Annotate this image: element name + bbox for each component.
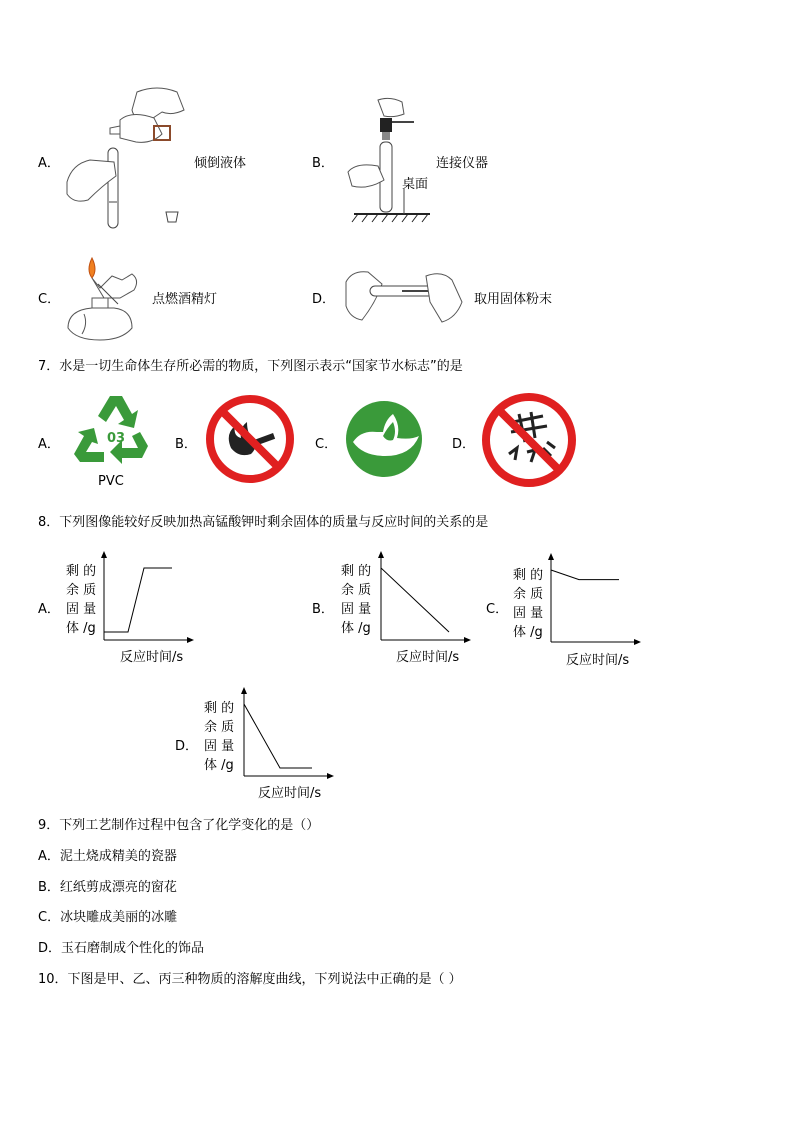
ylabel-line: 固 量	[513, 606, 544, 621]
q7-option-a-letter: A．	[38, 437, 60, 452]
y-axis-arrow	[241, 687, 247, 694]
recycle-pvc-icon	[70, 392, 162, 472]
q8-option-d-letter: D．	[175, 739, 199, 754]
option-letter: A．	[38, 156, 60, 171]
y-axis-arrow	[101, 551, 107, 558]
option-caption: 倾倒液体	[194, 156, 247, 171]
series-line	[104, 568, 172, 632]
q8-option-a-letter: A．	[38, 602, 60, 617]
option-caption: 点燃酒精灯	[152, 292, 218, 307]
taking-solid-powder-illustration	[342, 262, 466, 328]
pvc-label: PVC	[98, 474, 124, 489]
option-letter: D．	[312, 292, 336, 307]
lighting-alcohol-lamp-illustration	[62, 254, 152, 346]
ylabel-line: 余 质	[66, 583, 97, 598]
series-line	[381, 568, 449, 632]
q7-option-b-letter: B．	[175, 437, 197, 452]
question-7-stem: 7．水是一切生命体生存所必需的物质，下列图示表示“国家节水标志”的是	[38, 359, 463, 374]
y-axis-arrow	[548, 553, 554, 560]
ylabel-line: 剩 的	[341, 564, 372, 579]
ylabel-line: 剩 的	[513, 568, 544, 583]
desk-label: 桌面	[402, 177, 429, 192]
option-letter: C．	[38, 292, 61, 307]
question-8-stem: 8．下列图像能较好反映加热高锰酸钾时剩余固体的质量与反应时间的关系的是	[38, 515, 489, 530]
ylabel-line: 固 量	[204, 739, 235, 754]
q9-option-c: C．冰块雕成美丽的冰雕	[38, 910, 178, 925]
chart-b-xlabel: 反应时间/s	[396, 650, 460, 665]
q7-option-c-letter: C．	[315, 437, 338, 452]
q7-option-d-letter: D．	[452, 437, 476, 452]
chart-c-xlabel: 反应时间/s	[566, 653, 630, 668]
question-9-stem: 9．下列工艺制作过程中包含了化学变化的是（）	[38, 818, 320, 833]
q9-option-a: A．泥土烧成精美的瓷器	[38, 849, 177, 864]
recycle-code-text: 03	[106, 431, 126, 446]
series-line	[244, 704, 312, 768]
no-smoking-icon	[205, 394, 295, 484]
option-caption: 连接仪器	[436, 156, 489, 171]
pouring-liquid-illustration	[62, 82, 192, 232]
q8-option-c-letter: C．	[486, 602, 509, 617]
option-caption: 取用固体粉末	[474, 292, 553, 307]
x-axis-arrow	[187, 637, 194, 643]
x-axis-arrow	[464, 637, 471, 643]
q9-option-b: B．红纸剪成漂亮的窗花	[38, 880, 177, 895]
ylabel-line: 剩 的	[204, 701, 235, 716]
ylabel-line: 体 /g	[204, 758, 234, 773]
chart-c	[543, 552, 643, 652]
ylabel-line: 固 量	[341, 602, 372, 617]
ylabel-line: 余 质	[341, 583, 372, 598]
chart-b	[373, 550, 473, 650]
ylabel-line: 余 质	[204, 720, 235, 735]
x-axis-arrow	[634, 639, 641, 645]
connecting-apparatus-illustration	[342, 96, 442, 228]
chart-a	[96, 550, 196, 650]
ylabel-line: 固 量	[66, 602, 97, 617]
ylabel-line: 体 /g	[66, 621, 96, 636]
option-letter: B．	[312, 156, 334, 171]
series-line	[551, 570, 619, 580]
q8-option-b-letter: B．	[312, 602, 334, 617]
chart-d-xlabel: 反应时间/s	[258, 786, 322, 801]
ylabel-line: 体 /g	[341, 621, 371, 636]
water-saving-icon	[345, 400, 423, 478]
no-fireworks-icon	[481, 392, 577, 488]
ylabel-line: 剩 的	[66, 564, 97, 579]
chart-a-xlabel: 反应时间/s	[120, 650, 184, 665]
y-axis-arrow	[378, 551, 384, 558]
ylabel-line: 余 质	[513, 587, 544, 602]
x-axis-arrow	[327, 773, 334, 779]
ylabel-line: 体 /g	[513, 625, 543, 640]
question-10-stem: 10．下图是甲、乙、丙三种物质的溶解度曲线，下列说法中正确的是（ ）	[38, 972, 462, 987]
q9-option-d: D．玉石磨制成个性化的饰品	[38, 941, 205, 956]
chart-d	[236, 686, 336, 786]
